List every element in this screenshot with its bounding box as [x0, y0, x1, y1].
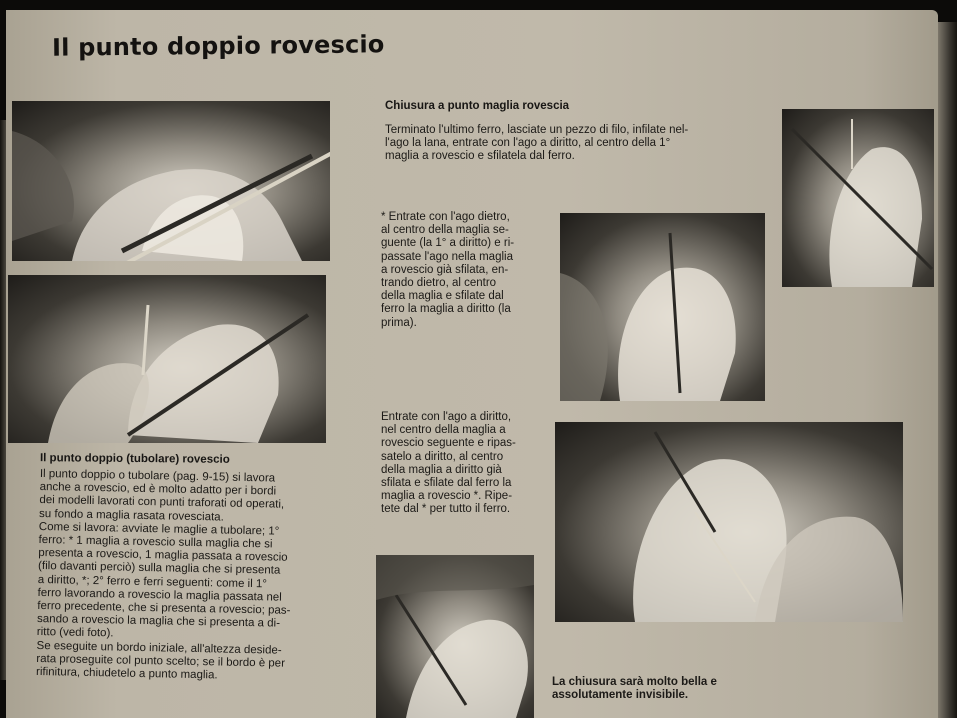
photo-knitting-5: [555, 422, 903, 622]
right-page-edge: [938, 22, 957, 718]
step2-text: Entrate con l'ago a diritto, nel centro della maglia a rovescio seguente e ripas- satelo a diritto, al centro della maglia a diritto già sfilata e sfilate dal ferro la maglia a rovescio *. Ripe- tete dal * per tutto il ferro.: [381, 411, 516, 516]
intro-text: Terminato l'ultimo ferro, lasciate un pezzo di filo, infilate nel- l'ago la lana, entrate con l'ago a diritto, al centro della 1° maglia a rovescio e sfilatela dal ferro.: [385, 124, 689, 163]
photo-knitting-2: [8, 275, 326, 443]
photo-knitting-1: [12, 101, 330, 261]
photo-knitting-3: [782, 109, 934, 287]
left-body-text: Il punto doppio o tubolare (pag. 9-15) si lavora anche a rovescio, ed è molto adatto per i bordi dei modelli lavorati con punti traforati od operati, su fondo a maglia rasata rovesciata. Come si lavora: avviate le maglie a tubolare; 1° ferro: * 1 maglia a rovescio sulla maglia che si presenta a rovescio, 1 maglia passata a rovescio (filo davanti perciò) sulla maglia che si presenta a diritto, *; 2° ferro e ferri seguenti: come il 1° ferro lavorando a rovescio la maglia passata nel ferro precedente, che si presenta a rovescio; pas- sando a rovescio la maglia che si presenta a di- ritto (vedi foto). Se eseguite un bordo iniziale, all'altezza deside- rata proseguite col punto scelto; se il bordo è per rifinitura, chiudetelo a punto maglia.: [35, 468, 291, 682]
left-heading: Il punto doppio (tubolare) rovescio: [39, 452, 230, 466]
photo-knitting-6: [376, 555, 534, 718]
center-heading: Chiusura a punto maglia rovescia: [385, 100, 570, 112]
page-title: Il punto doppio rovescio: [51, 30, 385, 62]
photo-knitting-4: [560, 213, 765, 401]
step1-text: * Entrate con l'ago dietro, al centro della maglia se- guente (la 1° a diritto) e ri- passate l'ago nella maglia a rovescio già sfilata, en- trando dietro, al centro della maglia e sfilate dal ferro la maglia a diritto (la prima).: [381, 211, 515, 329]
bottom-caption: La chiusura sarà molto bella e assolutamente invisibile.: [552, 676, 717, 702]
